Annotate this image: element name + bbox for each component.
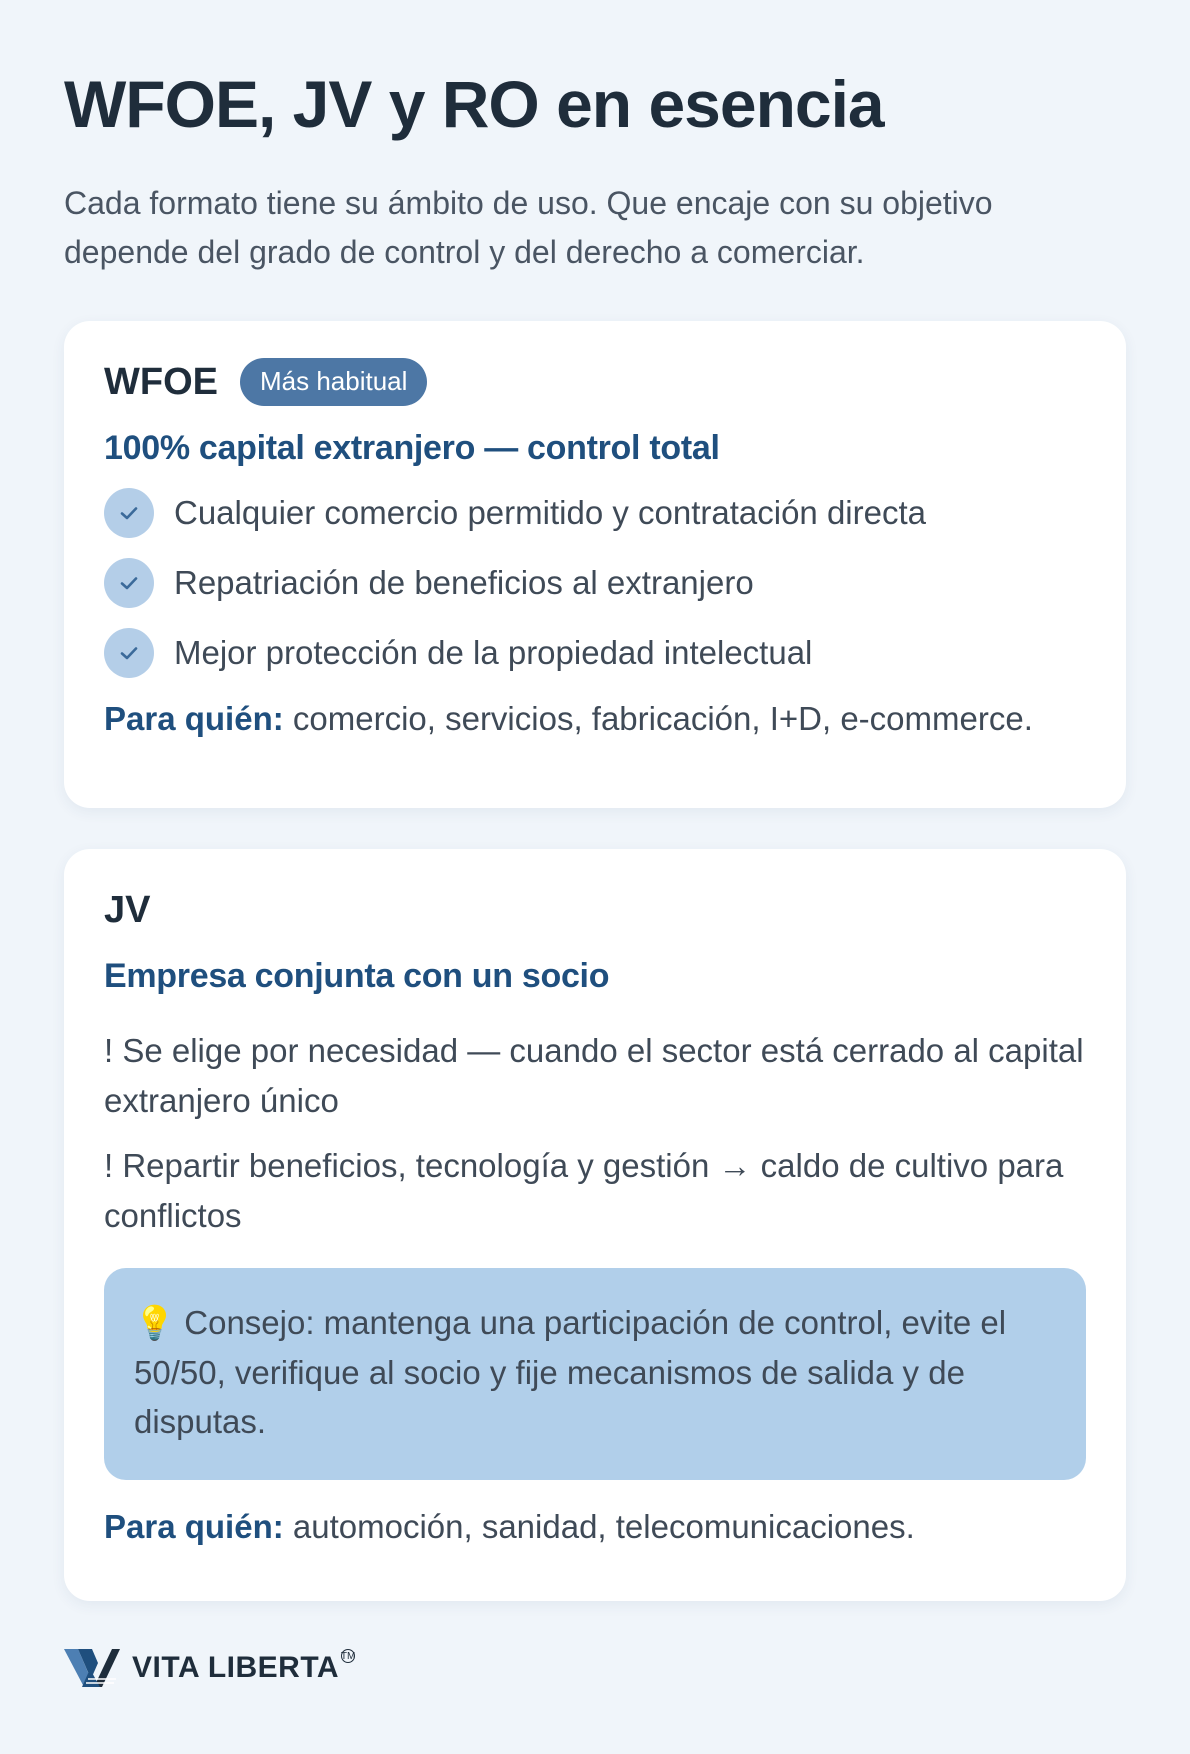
jv-card-title: JV	[104, 888, 151, 931]
wfoe-card-header	[104, 359, 1086, 405]
wfoe-card-subtitle: 100% capital extranjero — control total	[104, 429, 720, 467]
checkmark-icon	[104, 628, 154, 678]
for-whom-label: Para quién:	[104, 700, 284, 737]
benefit-text: Mejor protección de la propiedad intelectual	[174, 634, 813, 671]
benefit-text: Repatriación de beneficios al extranjero	[174, 564, 754, 601]
for-whom-label: Para quién:	[104, 1508, 284, 1545]
trademark-symbol: TM	[340, 1650, 356, 1662]
most-common-badge: Más habitual	[240, 358, 427, 405]
page-subtitle: Cada formato tiene su ámbito de uso. Que encaje con su objetivo depende del grado de control y del derecho a comerciar.	[64, 184, 993, 271]
for-whom-text: comercio, servicios, fabricación, I+D, e-commerce.	[283, 700, 1033, 737]
for-whom-text: automoción, sanidad, telecomunicaciones.	[283, 1508, 915, 1545]
wfoe-benefits-list	[104, 488, 1086, 678]
page-title: WFOE, JV y RO en esencia	[64, 67, 884, 141]
list-item	[104, 488, 1086, 538]
vita-liberta-logo-icon	[64, 1647, 120, 1689]
wfoe-card	[64, 321, 1126, 808]
wfoe-for-whom	[104, 698, 1086, 741]
benefit-text: Cualquier comercio permitido y contratación directa	[174, 494, 927, 531]
jv-card	[64, 849, 1126, 1601]
brand-logo	[64, 1646, 355, 1690]
wfoe-card-title: WFOE	[104, 360, 218, 403]
list-item	[104, 628, 1086, 678]
jv-warning: ! Repartir beneficios, tecnología y gestión → caldo de cultivo para conflictos	[104, 1147, 1064, 1234]
brand-name: VITA LIBERTA	[132, 1651, 340, 1684]
jv-warning: ! Se elige por necesidad — cuando el sector está cerrado al capital extranjero único	[104, 1032, 1084, 1119]
jv-card-subtitle: Empresa conjunta con un socio	[104, 957, 610, 995]
list-item	[104, 558, 1086, 608]
jv-card-header	[104, 887, 1086, 933]
jv-for-whom	[104, 1506, 1086, 1549]
checkmark-icon	[104, 488, 154, 538]
checkmark-icon	[104, 558, 154, 608]
tip-box: 💡 Consejo: mantenga una participación de control, evite el 50/50, verifique al socio y fije mecanismos de salida y de disputas.	[104, 1268, 1086, 1480]
